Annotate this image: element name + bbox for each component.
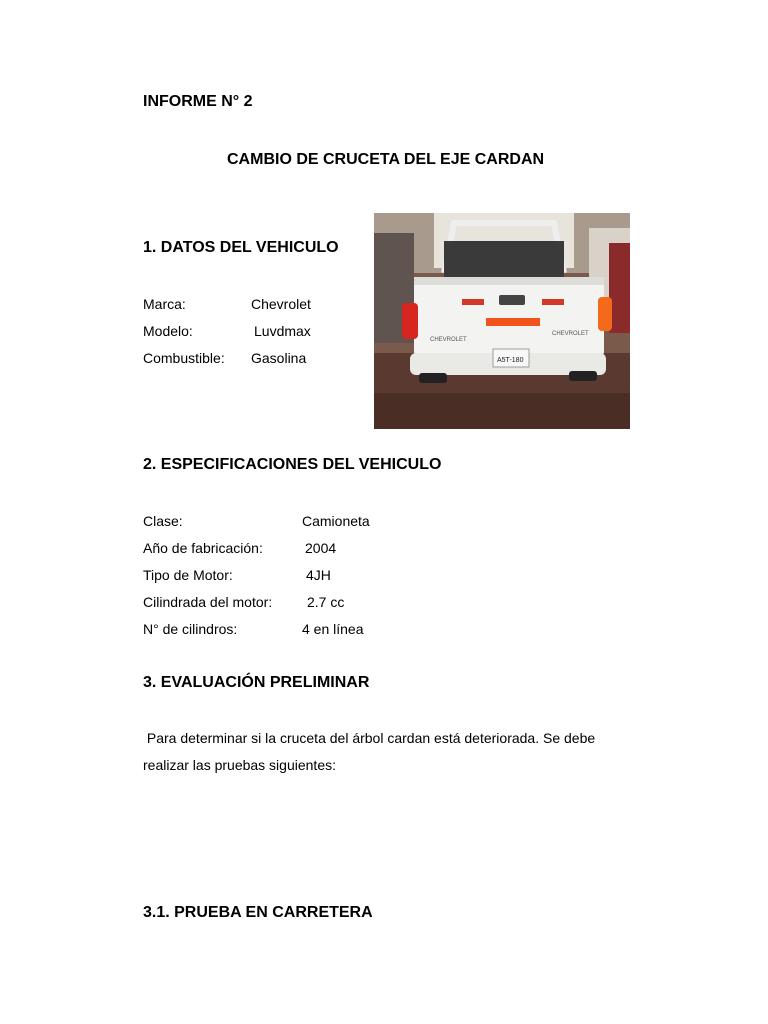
spec-value: Camioneta: [302, 513, 370, 529]
section-1-heading: 1. DATOS DEL VEHICULO: [143, 239, 339, 256]
spec-value: Chevrolet: [251, 296, 311, 312]
spec-value: 4JH: [306, 567, 331, 583]
spec-value: Luvdmax: [254, 323, 311, 339]
section-3-heading: 3. EVALUACIÓN PRELIMINAR: [143, 674, 370, 691]
spec-value: 2004: [305, 540, 337, 556]
section-3-1-heading: 3.1. PRUEBA EN CARRETERA: [143, 904, 373, 921]
report-title: CAMBIO DE CRUCETA DEL EJE CARDAN: [227, 151, 545, 168]
spec-label: Combustible:: [143, 350, 225, 366]
section-3-paragraph: Para determinar si la cruceta del árbol cardan está deteriorada. Se debe realizar las pruebas siguientes:: [143, 730, 600, 773]
svg-text:A5T-180: A5T-180: [497, 357, 524, 364]
spec-label: Marca:: [143, 296, 186, 312]
vehicle-photo: [374, 213, 630, 429]
spec-label: Cilindrada del motor:: [143, 594, 273, 610]
spec-label: Año de fabricación:: [143, 540, 263, 556]
spec-label: Modelo:: [143, 323, 193, 339]
spec-label: N° de cilindros:: [143, 621, 238, 637]
spec-label: Clase:: [143, 513, 183, 529]
section-2-heading: 2. ESPECIFICACIONES DEL VEHICULO: [143, 456, 442, 473]
spec-label: Tipo de Motor:: [143, 567, 233, 583]
spec-value: 2.7 cc: [307, 594, 345, 610]
svg-text:CHEVROLET: CHEVROLET: [552, 331, 589, 337]
report-number-heading: INFORME N° 2: [143, 93, 253, 110]
svg-text:CHEVROLET: CHEVROLET: [430, 337, 467, 343]
spec-value: Gasolina: [251, 350, 307, 366]
spec-value: 4 en línea: [302, 621, 364, 637]
pickup-truck-illustration: [374, 213, 630, 429]
